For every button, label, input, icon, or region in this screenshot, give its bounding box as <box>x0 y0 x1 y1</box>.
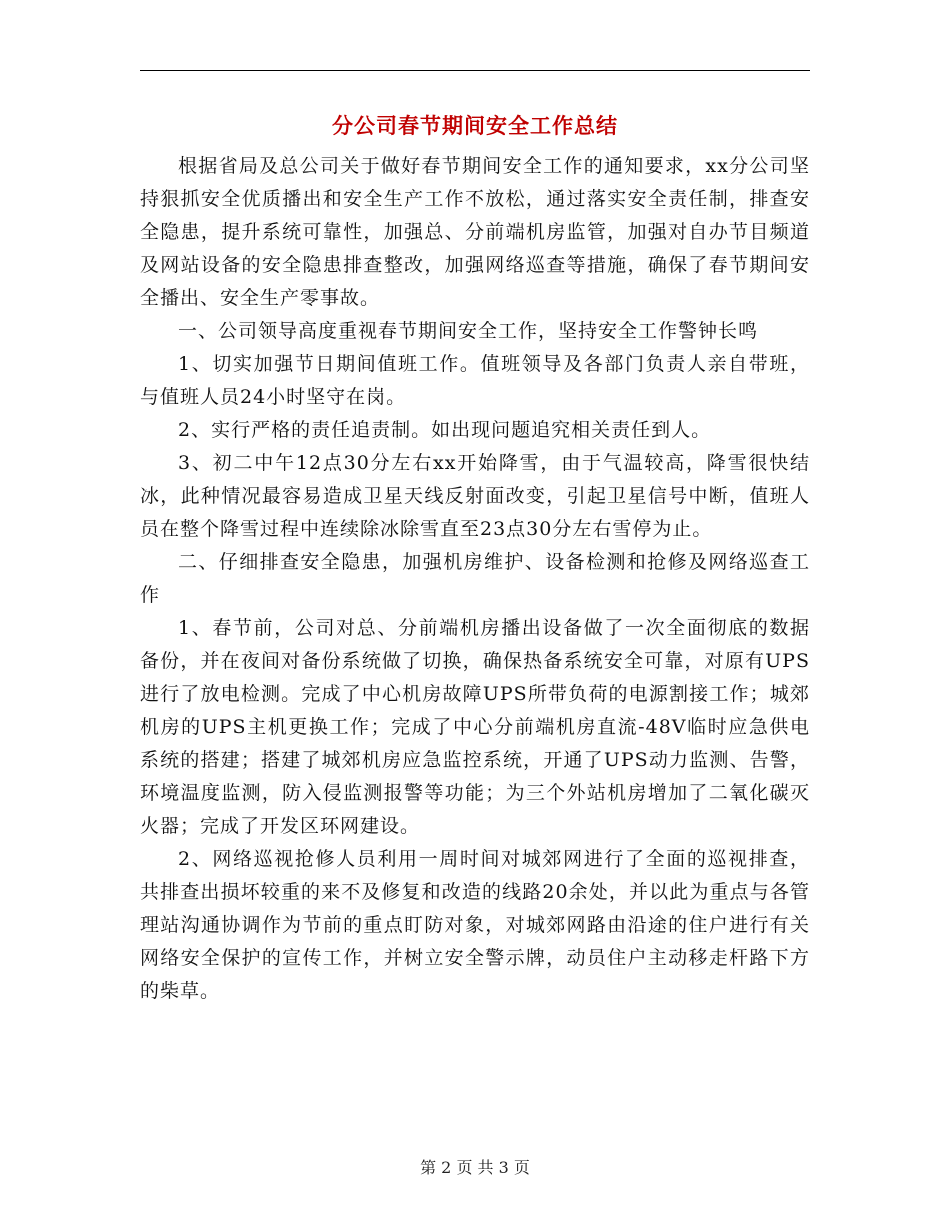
paragraph-2-2: 2、网络巡视抢修人员利用一周时间对城郊网进行了全面的巡视排查，共排查出损坏较重的来不及修复和改造的线路20余处，并以此为重点与各管理站沟通协调作为节前的重点盯防对象，对城郊网路由沿途的住户进行有关网络安全保护的宣传工作，并树立安全警示牌，动员住户主动移走杆路下方的柴草。 <box>140 848 810 1002</box>
document-title: 分公司春节期间安全工作总结 <box>332 113 618 138</box>
page-number: 第 2 页 共 3 页 <box>420 1158 530 1177</box>
intro-paragraph: 根据省局及总公司关于做好春节期间安全工作的通知要求，xx分公司坚持狠抓安全优质播出和安全生产工作不放松，通过落实安全责任制，排查安全隐患，提升系统可靠性，加强总、分前端机房监管，加强对自办节目频道及网站设备的安全隐患排查整改，加强网络巡查等措施，确保了春节期间安全播出、安全生产零事故。 <box>140 155 810 309</box>
header-rule <box>140 70 810 71</box>
paragraph-1-2: 2、实行严格的责任追责制。如出现问题追究相关责任到人。 <box>178 419 712 441</box>
document-body <box>140 150 810 1008</box>
paragraph-2-1: 1、春节前，公司对总、分前端机房播出设备做了一次全面彻底的数据备份，并在夜间对备份系统做了切换，确保热备系统安全可靠，对原有UPS进行了放电检测。完成了中心机房故障UPS所带负荷的电源割接工作；城郊机房的UPS主机更换工作；完成了中心分前端机房直流-48V临时应急供电系统的搭建；搭建了城郊机房应急监控系统，开通了UPS动力监测、告警，环境温度监测，防入侵监测报警等功能；为三个外站机房增加了二氧化碳灭火器；完成了开发区环网建设。 <box>140 617 810 837</box>
section-heading-1: 一、公司领导高度重视春节期间安全工作，坚持安全工作警钟长鸣 <box>178 320 759 342</box>
paragraph-1-3: 3、初二中午12点30分左右xx开始降雪，由于气温较高，降雪很快结冰，此种情况最容易造成卫星天线反射面改变，引起卫星信号中断，值班人员在整个降雪过程中连续除冰除雪直至23点30分左右雪停为止。 <box>140 452 810 540</box>
paragraph-1-1: 1、切实加强节日期间值班工作。值班领导及各部门负责人亲自带班，与值班人员24小时坚守在岗。 <box>140 353 810 408</box>
section-heading-2: 二、仔细排查安全隐患，加强机房维护、设备检测和抢修及网络巡查工作 <box>140 551 810 606</box>
